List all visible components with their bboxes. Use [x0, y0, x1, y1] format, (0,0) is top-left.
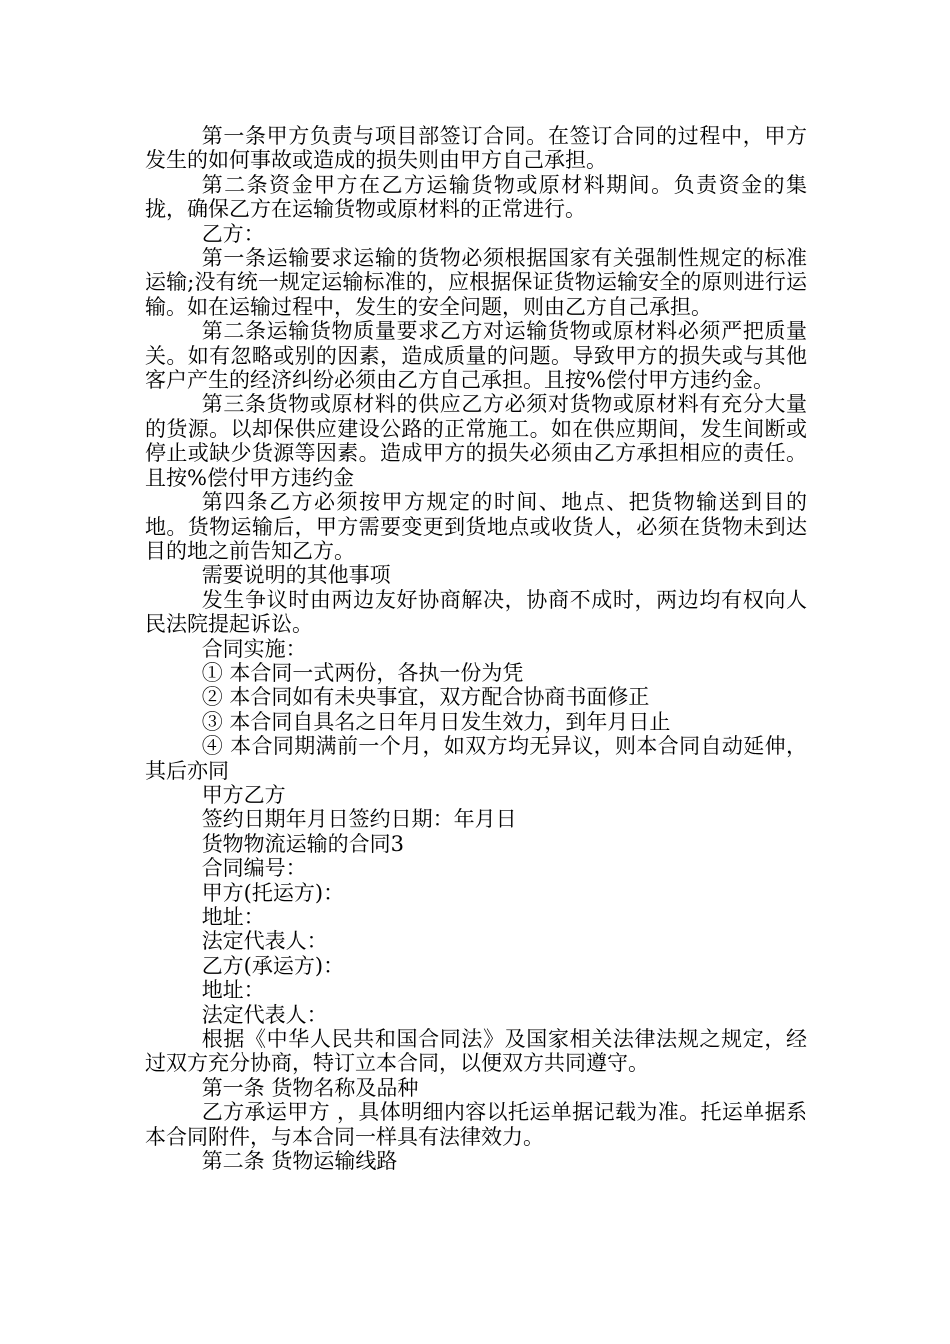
paragraph-legal-basis: 根据《中华人民共和国合同法》及国家相关法律法规之规定，经过双方充分协商，特订立本合同，以便双方共同遵守。 [145, 1027, 807, 1076]
paragraph-party-a-article-1: 第一条甲方负责与项目部签订合同。在签订合同的过程中，甲方发生的如何事故或造成的损失则由甲方自己承担。 [145, 124, 807, 173]
paragraph-party-a-article-2: 第二条资金甲方在乙方运输货物或原材料期间。负责资金的集拢，确保乙方在运输货物或原材料的正常进行。 [145, 172, 807, 222]
paragraph-party-b-representative: 法定代表人： [201, 1002, 328, 1027]
paragraph-party-a-representative: 法定代表人： [201, 929, 328, 954]
paragraph-party-b-article-2: 第二条运输货物质量要求乙方对运输货物或原材料必须严把质量关。如有忽略或别的因素，造成质量的问题。导致甲方的损失或与其他客户产生的经济纠纷必须由乙方自己承担。且按%偿付甲方违约金。 [145, 319, 807, 393]
paragraph-article-2-route-heading: 第二条 货物运输线路 [201, 1149, 398, 1174]
paragraph-contract-number: 合同编号： [201, 856, 307, 881]
paragraph-article-1-goods-heading: 第一条 货物名称及品种 [201, 1075, 419, 1100]
paragraph-signatories: 甲方乙方 [201, 782, 286, 807]
document-body [145, 124, 807, 1173]
paragraph-other-matters-heading: 需要说明的其他事项 [201, 563, 391, 588]
paragraph-party-b-article-1: 第一条运输要求运输的货物必须根据国家有关强制性规定的标准运输;没有统一规定运输标准的，应根据保证货物运输安全的原则进行运输。如在运输过程中，发生的安全问题，则由乙方自己承担。 [145, 246, 807, 319]
paragraph-implementation-item-2: ② 本合同如有未央事宜，双方配合协商书面修正 [201, 685, 650, 710]
paragraph-party-b-carrier: 乙方(承运方)： [201, 953, 345, 978]
paragraph-implementation-item-1: ① 本合同一式两份，各执一份为凭 [201, 660, 524, 685]
paragraph-implementation-item-3: ③ 本合同自具名之日年月日发生效力，到年月日止 [201, 709, 671, 734]
paragraph-dispute-resolution: 发生争议时由两边友好协商解决，协商不成时，两边均有权向人民法院提起诉讼。 [145, 587, 807, 637]
paragraph-party-b-heading: 乙方： [201, 221, 265, 246]
paragraph-signing-dates: 签约日期年月日签约日期：年月日 [201, 807, 517, 832]
paragraph-contract-3-title: 货物物流运输的合同3 [201, 831, 405, 856]
paragraph-party-a-shipper: 甲方(托运方)： [201, 880, 345, 905]
paragraph-article-1-goods-body: 乙方承运甲方 ，具体明细内容以托运单据记载为准。托运单据系本合同附件，与本合同一样具有法律效力。 [145, 1100, 807, 1149]
paragraph-implementation-item-4: ④ 本合同期满前一个月，如双方均无异议，则本合同自动延伸，其后亦同 [145, 734, 807, 783]
paragraph-party-b-article-3: 第三条货物或原材料的供应乙方必须对货物或原材料有充分大量的货源。以却保供应建设公路的正常施工。如在供应期间，发生间断或停止或缺少货源等因素。造成甲方的损失必须由乙方承担相应的责任。且按%偿付甲方违约金 [145, 392, 807, 490]
paragraph-party-b-article-4: 第四条乙方必须按甲方规定的时间、地点、把货物输送到目的地。货物运输后，甲方需要变更到货地点或收货人，必须在货物未到达目的地之前告知乙方。 [145, 490, 807, 563]
paragraph-implementation-heading: 合同实施： [201, 636, 307, 661]
paragraph-party-a-address: 地址： [201, 905, 265, 929]
paragraph-party-b-address: 地址： [201, 978, 265, 1003]
